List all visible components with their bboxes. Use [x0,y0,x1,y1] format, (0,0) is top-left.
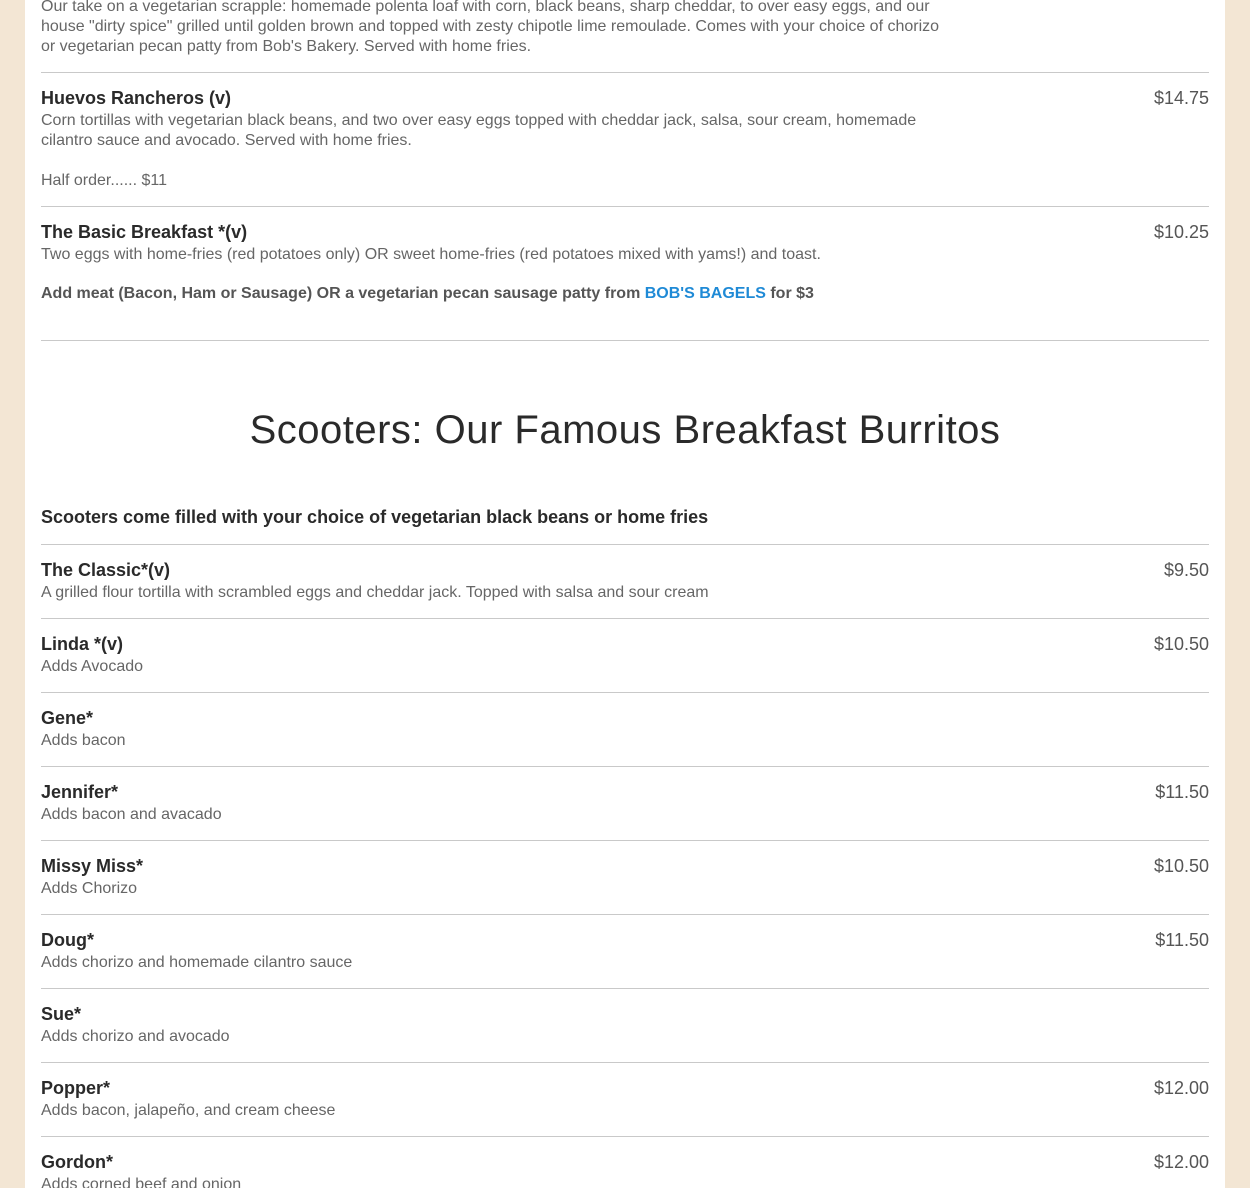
scooter-item-jennifer [41,767,1209,841]
bobs-bagels-link[interactable]: BOB'S BAGELS [644,285,766,302]
section-subtitle: Scooters come filled with your choice of vegetarian black beans or home fries [41,507,709,527]
item-name: Popper* [41,1078,111,1098]
item-description: Adds chorizo and avocado [41,1028,230,1045]
add-meat-price: for $3 [765,285,814,302]
menu-page [25,0,1225,1188]
item-description: Adds chorizo and homemade cilantro sauce [41,954,353,971]
item-description: Two eggs with home-fries (red potatoes only) OR sweet home-fries (red potatoes mixed with yams!) and toast. [41,246,821,263]
half-order-note: Half order...... $11 [41,172,167,189]
scooter-item-popper [41,1063,1209,1137]
section-title: Scooters: Our Famous Breakfast Burritos [249,408,1001,452]
scooter-item-gordon [41,1137,1209,1188]
item-name: Jennifer* [41,782,119,802]
item-name: Gordon* [41,1152,113,1172]
item-description: A grilled flour tortilla with scrambled eggs and cheddar jack. Topped with salsa and sour cream [41,584,709,601]
item-name: Huevos Rancheros (v) [41,88,232,108]
scooter-item-sue [41,989,1209,1063]
item-price: $10.25 [1153,222,1209,242]
scooter-item-gene [41,693,1209,767]
item-description: Adds Chorizo [41,880,138,897]
item-name: The Classic*(v) [41,560,171,580]
menu-item-scrapple [41,0,1209,73]
item-description: Adds bacon, jalapeño, and cream cheese [41,1102,336,1119]
item-price: $11.50 [1155,930,1209,950]
item-name: The Basic Breakfast *(v) [41,222,248,242]
item-name: Missy Miss* [41,856,144,876]
menu-item-huevos-rancheros [41,73,1209,207]
add-meat-note [41,285,814,303]
item-price: $10.50 [1153,856,1209,876]
item-description: Corn tortillas with vegetarian black beans, and two over easy eggs topped with cheddar jack, salsa, sour cream, homemade cilantro sauce and avocado. Served with home fries. [41,112,917,149]
item-price: $11.50 [1155,782,1209,802]
item-description: Adds Avocado [41,658,144,675]
item-name: Sue* [41,1004,82,1024]
menu-item-basic-breakfast [41,207,1209,341]
item-name: Doug* [41,930,94,950]
item-description: Adds corned beef and onion [41,1176,242,1188]
item-name: Gene* [41,708,94,728]
scooter-item-doug [41,915,1209,989]
item-price: $12.00 [1153,1078,1209,1098]
add-meat-text: Add meat (Bacon, Ham or Sausage) OR a vegetarian pecan sausage patty from [41,285,645,302]
scooter-item-missy-miss [41,841,1209,915]
scooter-item-classic [41,545,1209,619]
item-description: Adds bacon and avacado [41,806,222,823]
item-price: $9.50 [1163,560,1209,580]
item-description: Our take on a vegetarian scrapple: homemade polenta loaf with corn, black beans, sharp cheddar, to over easy eggs, and our house "dirty spice" grilled until golden brown and topped with zesty chipotle lime remoulade. Comes with your choice of chorizo or vegetarian pecan patty from Bob's Bakery. Served with home fries. [41,0,940,55]
item-name: Linda *(v) [41,634,124,654]
item-price: $14.75 [1153,88,1209,108]
item-price: $10.50 [1153,634,1209,654]
item-price: $12.00 [1153,1152,1209,1172]
scooter-item-linda [41,619,1209,693]
item-description: Adds bacon [41,732,126,749]
